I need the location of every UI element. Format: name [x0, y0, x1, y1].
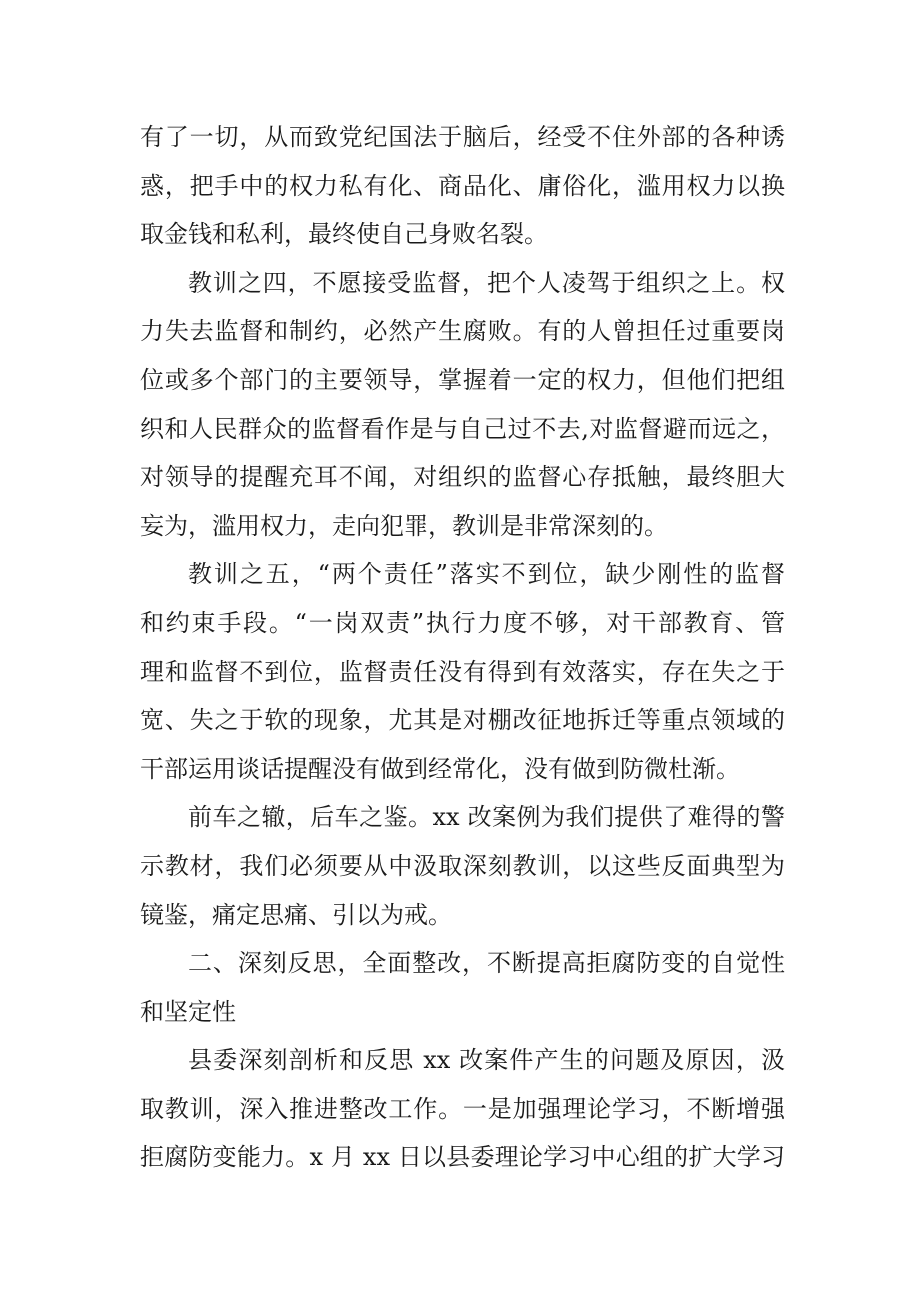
text-line: 前车之辙，后车之鉴。xx 改案例为我们提供了难得的警 [188, 803, 785, 832]
paragraph-1 [140, 113, 785, 259]
text-line: 妄为，滥用权力，走向犯罪，教训是非常深刻的。 [140, 511, 668, 540]
text-line: 织和人民群众的监督看作是与自己过不去,对监督避而远之， [140, 414, 785, 443]
section-heading [140, 939, 785, 1036]
text-line: 二、深刻反思，全面整改，不断提高拒腐防变的自觉性 [188, 949, 785, 978]
text-line: 教训之四，不愿接受监督，把个人凌驾于组织之上。权 [188, 268, 785, 297]
text-line: 镜鉴，痛定思痛、引以为戒。 [140, 900, 452, 929]
document-body [140, 113, 785, 1182]
paragraph-3 [140, 550, 785, 793]
text-line: 拒腐防变能力。x 月 xx 日以县委理论学习中心组的扩大学习 [140, 1143, 785, 1172]
text-line: 有了一切，从而致党纪国法于脑后，经受不住外部的各种诱 [140, 123, 785, 151]
text-line: 示教材，我们必须要从中汲取深刻教训，以这些反面典型为 [140, 851, 785, 880]
text-line: 和约束手段。“一岗双责”执行力度不够，对干部教育、管 [140, 608, 785, 637]
text-line: 对领导的提醒充耳不闻，对组织的监督心存抵触，最终胆大 [140, 463, 785, 492]
text-line: 力失去监督和制约，必然产生腐败。有的人曾担任过重要岗 [140, 317, 785, 346]
text-line: 干部运用谈话提醒没有做到经常化，没有做到防微杜渐。 [140, 754, 740, 783]
paragraph-2 [140, 259, 785, 551]
text-line: 取教训，深入推进整改工作。一是加强理论学习，不断增强 [140, 1094, 785, 1123]
text-line: 位或多个部门的主要领导，掌握着一定的权力，但他们把组 [140, 365, 785, 394]
text-line: 县委深刻剖析和反思 xx 改案件产生的问题及原因，汲 [188, 1046, 785, 1075]
paragraph-4 [140, 793, 785, 939]
text-line: 理和监督不到位，监督责任没有得到有效落实，存在失之于 [140, 657, 785, 686]
paragraph-6 [140, 1036, 785, 1182]
text-line: 取金钱和私利，最终使自己身败名裂。 [140, 220, 548, 249]
text-line: 教训之五，“两个责任”落实不到位，缺少刚性的监督 [188, 560, 785, 589]
text-line: 和坚定性 [140, 997, 236, 1026]
text-line: 惑，把手中的权力私有化、商品化、庸俗化，滥用权力以换 [140, 171, 785, 200]
text-line: 宽、失之于软的现象，尤其是对棚改征地拆迁等重点领域的 [140, 706, 785, 735]
